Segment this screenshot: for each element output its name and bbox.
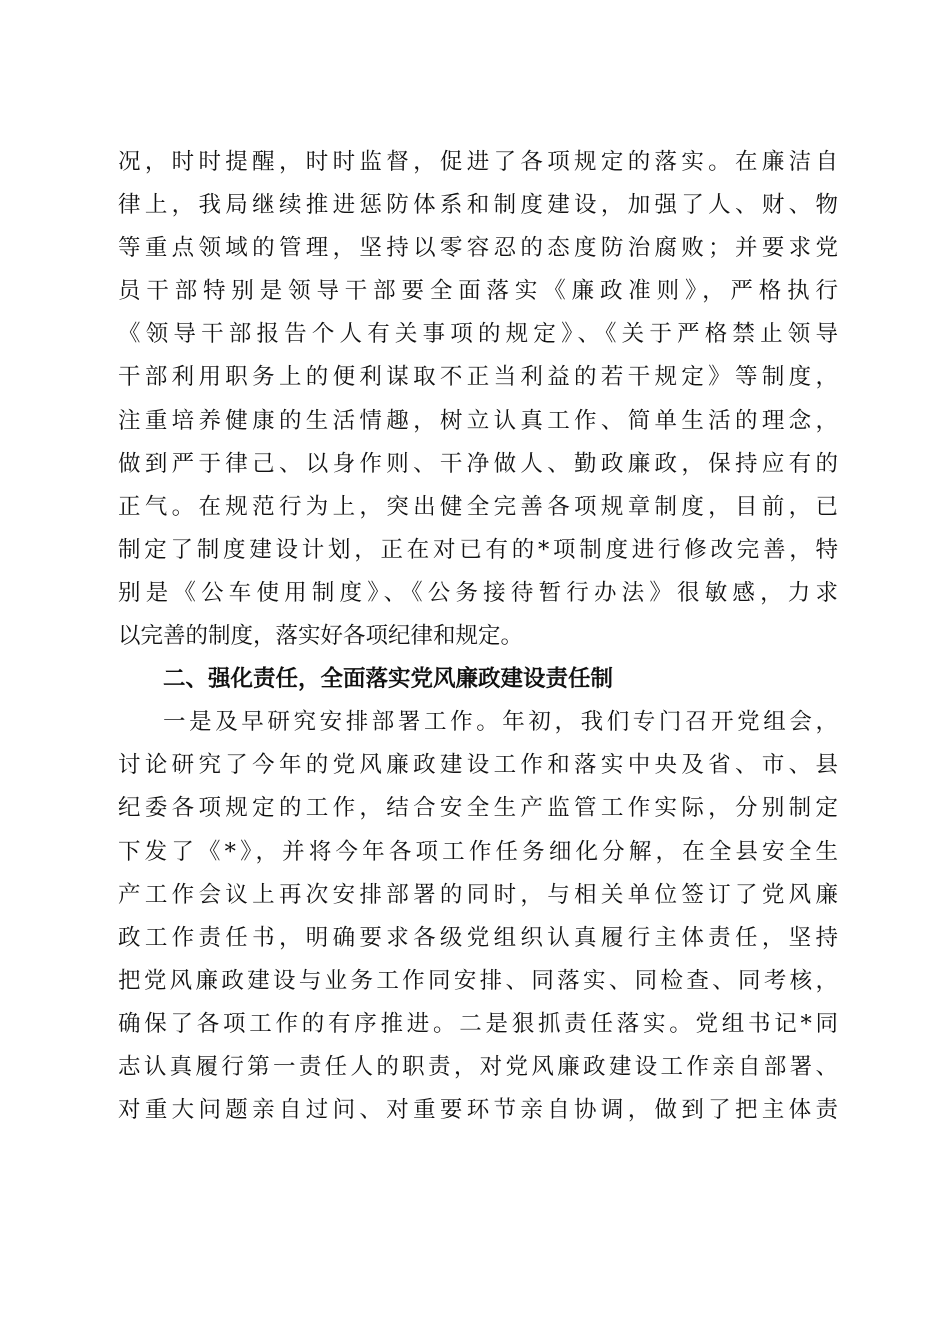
text-line: 政工作责任书，明确要求各级党组织认真履行主体责任，坚持	[118, 924, 838, 951]
text-line: 确保了各项工作的有序推进。二是狠抓责任落实。党组书记*同	[118, 1010, 838, 1037]
text-line: 干部利用职务上的便利谋取不正当利益的若干规定》等制度，	[118, 364, 838, 391]
paragraph-responsibility	[118, 701, 838, 1132]
section-heading: 二、强化责任，全面落实党风廉政建设责任制	[163, 666, 614, 693]
text-line: 别是《公车使用制度》、《公务接待暂行办法》很敏感，力求	[118, 579, 838, 606]
text-line: 对重大问题亲自过问、对重要环节亲自协调，做到了把主体责	[118, 1097, 838, 1124]
text-line: 产工作会议上再次安排部署的同时，与相关单位签订了党风廉	[118, 881, 838, 908]
text-line: 制定了制度建设计划，正在对已有的*项制度进行修改完善，特	[118, 536, 838, 563]
text-line: 志认真履行第一责任人的职责，对党风廉政建设工作亲自部署、	[118, 1053, 838, 1080]
text-line: 注重培养健康的生活情趣，树立认真工作、简单生活的理念，	[118, 407, 838, 434]
text-line: 等重点领域的管理，坚持以零容忍的态度防治腐败；并要求党	[118, 235, 838, 262]
text-line: 一是及早研究安排部署工作。年初，我们专门召开党组会，	[163, 709, 838, 736]
text-line: 讨论研究了今年的党风廉政建设工作和落实中央及省、市、县	[118, 752, 838, 779]
paragraph-self-discipline	[118, 141, 838, 658]
text-line: 做到严于律己、以身作则、干净做人、勤政廉政，保持应有的	[118, 450, 838, 477]
text-line: 把党风廉政建设与业务工作同安排、同落实、同检查、同考核，	[118, 967, 838, 994]
text-line: 纪委各项规定的工作，结合安全生产监管工作实际，分别制定	[118, 795, 838, 822]
text-line: 以完善的制度，落实好各项纪律和规定。	[118, 623, 524, 650]
text-line: 律上，我局继续推进惩防体系和制度建设，加强了人、财、物	[118, 192, 838, 219]
text-line: 况，时时提醒，时时监督，促进了各项规定的落实。在廉洁自	[118, 149, 838, 175]
text-line: 员干部特别是领导干部要全面落实《廉政准则》，严格执行	[118, 278, 838, 305]
text-line: 正气。在规范行为上，突出健全完善各项规章制度，目前，已	[118, 493, 838, 520]
document-body	[118, 141, 838, 1132]
text-line: 下发了《*》，并将今年各项工作任务细化分解，在全县安全生	[118, 838, 838, 865]
text-line: 《领导干部报告个人有关事项的规定》、《关于严格禁止领导	[118, 321, 838, 348]
